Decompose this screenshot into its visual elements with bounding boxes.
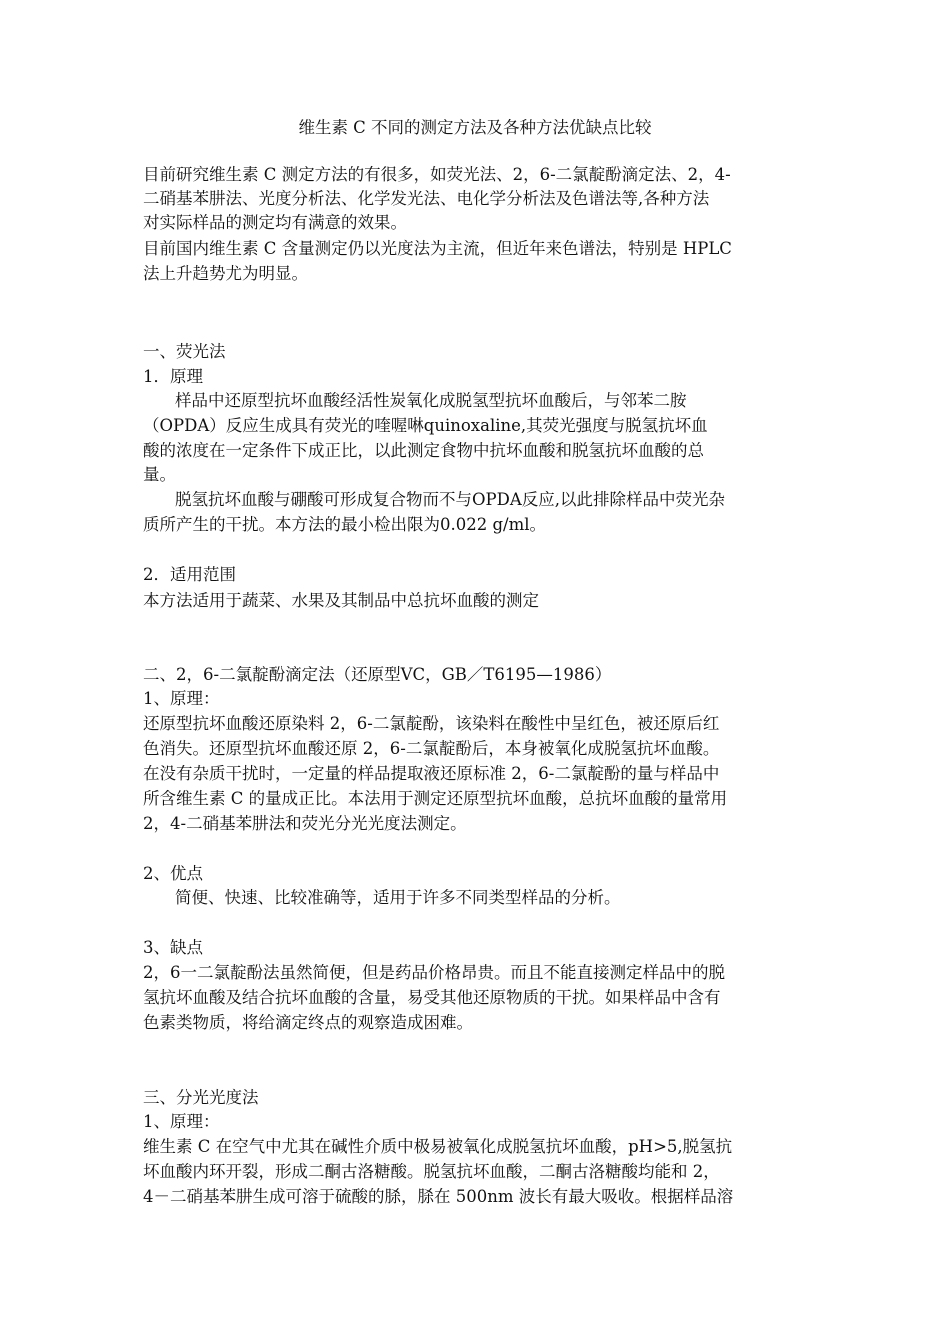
subsection-heading: 2．适用范围 xyxy=(143,565,236,584)
subsection-heading: 1、原理： xyxy=(143,1112,220,1131)
paragraph-line: 简便、快速、比较准确等，适用于许多不同类型样品的分析。 xyxy=(175,888,621,907)
paragraph-line: 2，4-二硝基苯肼法和荧光分光光度法测定。 xyxy=(143,814,467,833)
paragraph-line: 氢抗坏血酸及结合抗坏血酸的含量，易受其他还原物质的干扰。如果样品中含有 xyxy=(143,988,721,1007)
paragraph-line: 维生素 C 在空气中尤其在碱性介质中极易被氧化成脱氢抗坏血酸，pH>5,脱氢抗 xyxy=(143,1137,733,1156)
paragraph-line: 二硝基苯肼法、光度分析法、化学发光法、电化学分析法及色谱法等,各种方法 xyxy=(143,189,710,208)
paragraph-line: 量。 xyxy=(143,465,176,484)
subsection-heading: 3、缺点 xyxy=(143,938,203,957)
paragraph-line: 色消失。还原型抗坏血酸还原 2，6-二氯靛酚后，本身被氧化成脱氢抗坏血酸。 xyxy=(143,739,720,758)
section-heading: 一、荧光法 xyxy=(143,342,226,361)
paragraph-line: 4－二硝基苯肼生成可溶于硫酸的脎，脎在 500nm 波长有最大吸收。根据样品溶 xyxy=(143,1187,734,1206)
section-heading: 三、分光光度法 xyxy=(143,1088,259,1107)
subsection-heading: 1、原理： xyxy=(143,689,220,708)
paragraph-line: 脱氢抗坏血酸与硼酸可形成复合物而不与OPDA反应,以此排除样品中荧光杂 xyxy=(175,490,726,509)
paragraph-line: 2，6一二氯靛酚法虽然简便，但是药品价格昂贵。而且不能直接测定样品中的脱 xyxy=(143,963,725,982)
subsection-heading: 1．原理 xyxy=(143,367,203,386)
paragraph-line: 还原型抗坏血酸还原染料 2，6-二氯靛酚，该染料在酸性中呈红色，被还原后红 xyxy=(143,714,720,733)
document-title: 维生素 C 不同的测定方法及各种方法优缺点比较 xyxy=(298,118,652,137)
paragraph-line: 酸的浓度在一定条件下成正比，以此测定食物中抗坏血酸和脱氢抗坏血酸的总 xyxy=(143,441,704,460)
paragraph-line: 质所产生的干扰。本方法的最小检出限为0.022 g/ml。 xyxy=(143,515,547,534)
paragraph-line: 样品中还原型抗坏血酸经活性炭氧化成脱氢型抗坏血酸后，与邻苯二胺 xyxy=(175,391,687,410)
paragraph-line: 坏血酸内环开裂，形成二酮古洛糖酸。脱氢抗坏血酸，二酮古洛糖酸均能和 2， xyxy=(143,1162,720,1181)
paragraph-line: 目前研究维生素 C 测定方法的有很多，如荧光法、2，6-二氯靛酚滴定法、2，4- xyxy=(143,165,731,184)
paragraph-line: 目前国内维生素 C 含量测定仍以光度法为主流，但近年来色谱法，特别是 HPLC xyxy=(143,239,732,258)
paragraph-line: 法上升趋势尤为明显。 xyxy=(143,264,308,283)
paragraph-line: 本方法适用于蔬菜、水果及其制品中总抗坏血酸的测定 xyxy=(143,591,539,610)
subsection-heading: 2、优点 xyxy=(143,864,203,883)
paragraph-line: （OPDA）反应生成具有荧光的喹喔啉quinoxaline,其荧光强度与脱氢抗坏血 xyxy=(143,416,708,435)
section-heading: 二、2，6-二氯靛酚滴定法（还原型VC，GB／T6195—1986） xyxy=(143,665,612,684)
paragraph-line: 在没有杂质干扰时，一定量的样品提取液还原标准 2，6-二氯靛酚的量与样品中 xyxy=(143,764,720,783)
paragraph-line: 对实际样品的测定均有满意的效果。 xyxy=(143,213,407,232)
paragraph-line: 色素类物质，将给滴定终点的观察造成困难。 xyxy=(143,1013,473,1032)
paragraph-line: 所含维生素 C 的量成正比。本法用于测定还原型抗坏血酸，总抗坏血酸的量常用 xyxy=(143,789,728,808)
